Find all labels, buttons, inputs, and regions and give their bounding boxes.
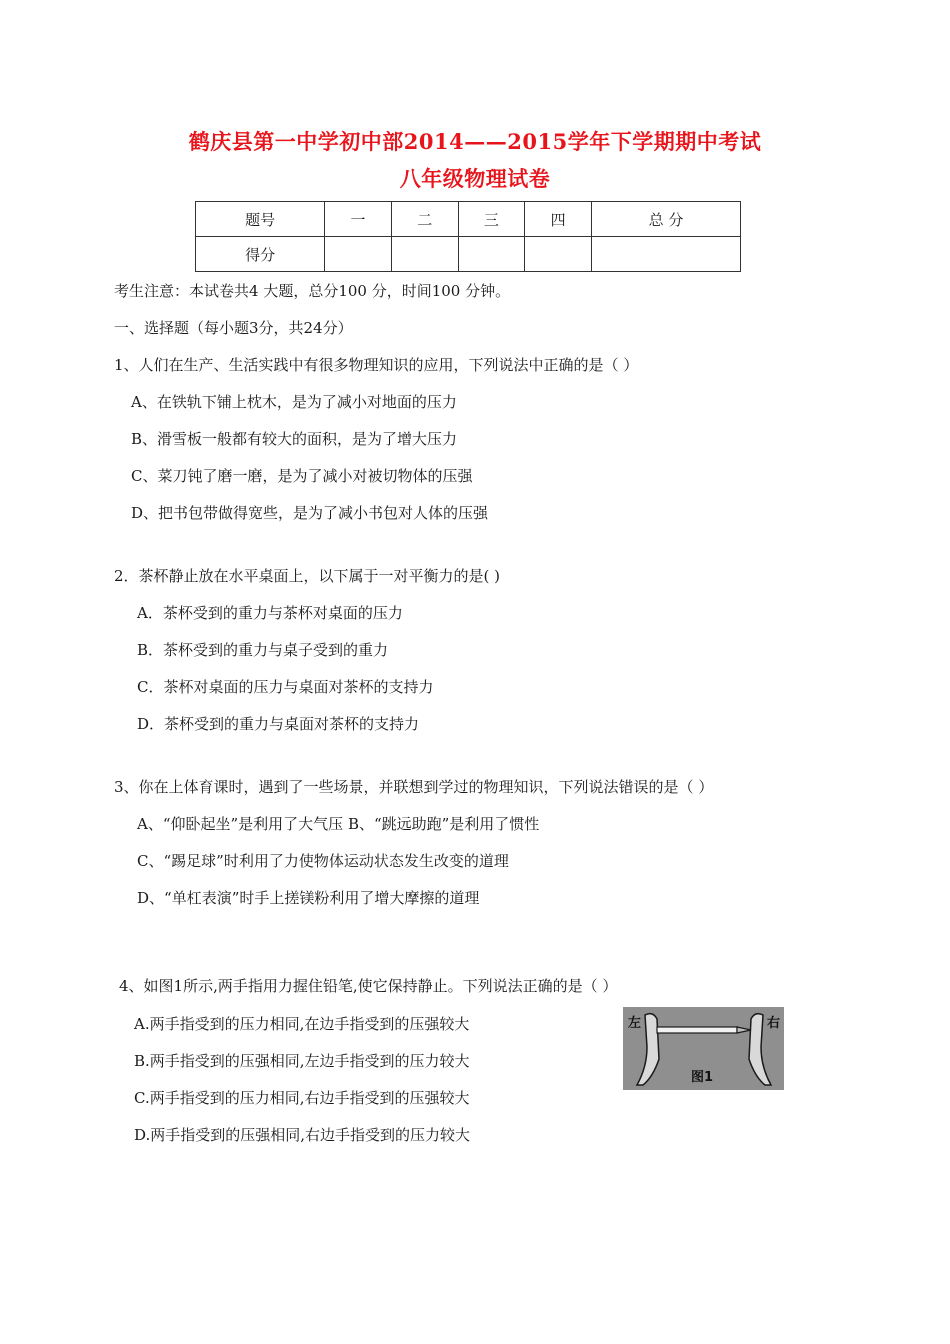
- question-4-option-c: C.两手指受到的压力相同,右边手指受到的压强较大: [134, 1089, 470, 1107]
- figure-caption: 图1: [691, 1070, 714, 1085]
- question-3-option-c: C、“踢足球”时利用了力使物体运动状态发生改变的道理: [137, 852, 509, 870]
- question-3-option-ab: A、“仰卧起坐”是利用了大气压 B、“跳远助跑”是利用了惯性: [137, 815, 540, 833]
- figure-label-left: 左: [628, 1016, 642, 1031]
- score-table-score-row: [196, 237, 741, 272]
- score-entry-section4: [525, 237, 592, 272]
- score-entry-section3: [458, 237, 525, 272]
- question-1-option-b: B、滑雪板一般都有较大的面积，是为了增大压力: [131, 430, 458, 448]
- exam-notice: 考生注意：本试卷共4 大题，总分100 分，时间100 分钟。: [114, 282, 511, 300]
- question-2-option-c: C．茶杯对桌面的压力与桌面对茶杯的支持力: [137, 678, 434, 696]
- score-entry-total: [591, 237, 740, 272]
- question-4-option-d: D.两手指受到的压强相同,右边手指受到的压力较大: [134, 1126, 471, 1144]
- score-cell-score-label: 得分: [196, 237, 325, 272]
- score-cell-total: 总 分: [591, 202, 740, 237]
- score-cell-section3: 三: [458, 202, 525, 237]
- section-heading: 一、选择题（每小题3分，共24分）: [114, 319, 353, 337]
- question-4-stem: 4、如图1所示,两手指用力握住铅笔,使它保持静止。下列说法正确的是（ ）: [119, 977, 618, 995]
- question-1-option-d: D、把书包带做得宽些，是为了减小书包对人体的压强: [131, 504, 489, 522]
- exam-title: 鹤庆县第一中学初中部2014——2015学年下学期期中考试: [188, 129, 762, 154]
- question-3-stem: 3、你在上体育课时，遇到了一些场景，并联想到学过的物理知识，下列说法错误的是（ ）: [114, 778, 714, 796]
- figure-label-right: 右: [767, 1016, 781, 1031]
- question-2-option-b: B．茶杯受到的重力与桌子受到的重力: [137, 641, 389, 659]
- figure-1-pencil-fingers: [623, 1007, 784, 1090]
- question-1-stem: 1、人们在生产、生活实践中有很多物理知识的应用，下列说法中正确的是（ ）: [114, 356, 639, 374]
- question-2-option-d: D．茶杯受到的重力与桌面对茶杯的支持力: [137, 715, 420, 733]
- score-cell-section4: 四: [525, 202, 592, 237]
- score-entry-section2: [391, 237, 458, 272]
- pencil-fingers-illustration: [623, 1007, 784, 1090]
- question-3-option-d: D、“单杠表演”时手上搓镁粉利用了增大摩擦的道理: [137, 889, 480, 907]
- score-cell-section1: 一: [325, 202, 392, 237]
- question-1-option-a: A、在铁轨下铺上枕木，是为了减小对地面的压力: [131, 393, 457, 411]
- question-1-option-c: C、菜刀钝了磨一磨，是为了减小对被切物体的压强: [131, 467, 473, 485]
- exam-subtitle: 八年级物理试卷: [399, 166, 551, 191]
- score-cell-label: 题号: [196, 202, 325, 237]
- question-4-option-b: B.两手指受到的压强相同,左边手指受到的压力较大: [134, 1052, 470, 1070]
- score-cell-section2: 二: [391, 202, 458, 237]
- question-2-stem: 2．茶杯静止放在水平桌面上，以下属于一对平衡力的是( ): [114, 567, 501, 585]
- score-entry-section1: [325, 237, 392, 272]
- score-table: [195, 201, 741, 272]
- question-4-option-a: A.两手指受到的压力相同,在边手指受到的压强较大: [134, 1015, 470, 1033]
- score-table-header-row: [196, 202, 741, 237]
- question-2-option-a: A．茶杯受到的重力与茶杯对桌面的压力: [137, 604, 403, 622]
